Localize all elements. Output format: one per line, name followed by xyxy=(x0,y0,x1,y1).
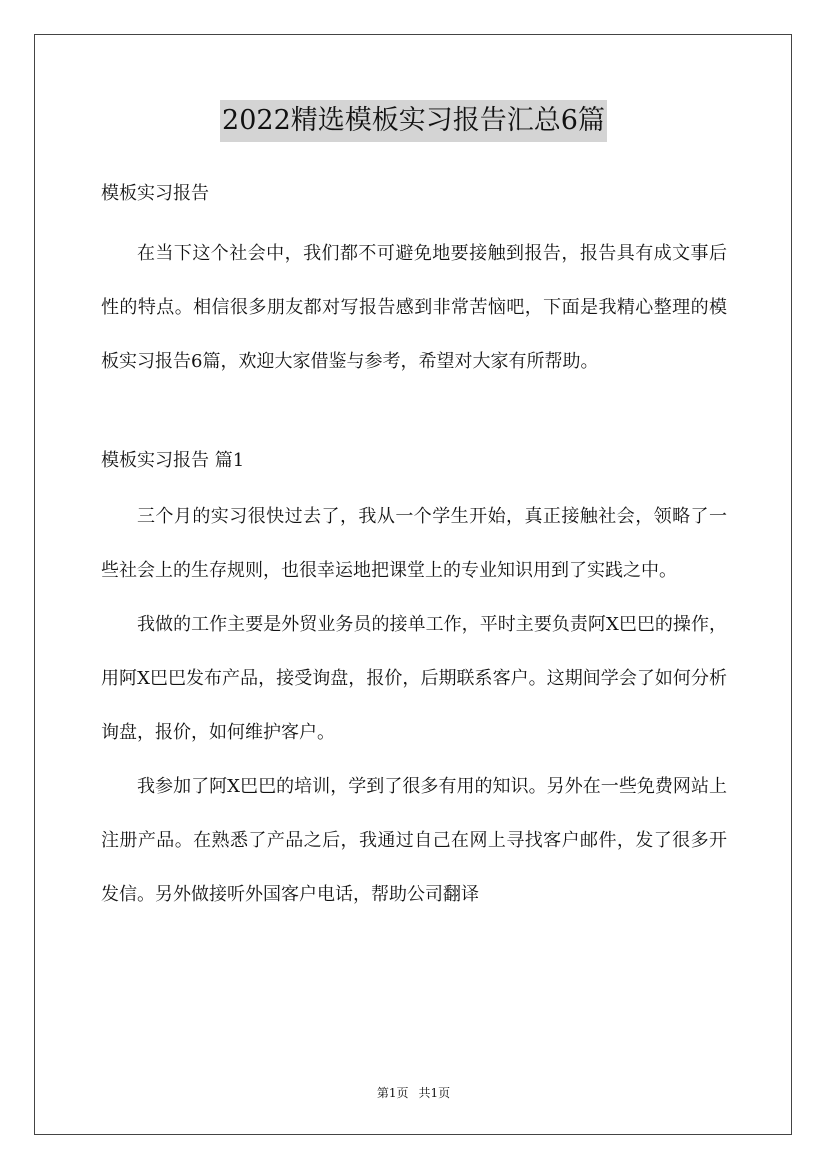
document-title: 2022精选模板实习报告汇总6篇 xyxy=(220,100,607,142)
page-footer xyxy=(0,1085,827,1101)
page-number-total: 共1页 xyxy=(418,1086,451,1100)
page-number-current: 第1页 xyxy=(376,1086,409,1100)
section-paragraph: 我参加了阿X巴巴的培训，学到了很多有用的知识。另外在一些免费网站上注册产品。在熟悉了产品之后，我通过自己在网上寻找客户邮件，发了很多开发信。另外做接听外国客户电话，帮助公司翻译 xyxy=(101,776,727,905)
section-heading: 模板实习报告 篇1 xyxy=(101,450,245,471)
title-container xyxy=(0,100,827,142)
section-paragraph: 三个月的实习很快过去了，我从一个学生开始，真正接触社会，领略了一些社会上的生存规则，也很幸运地把课堂上的专业知识用到了实践之中。 xyxy=(101,506,727,581)
intro-heading: 模板实习报告 xyxy=(101,183,209,204)
section-paragraph: 我做的工作主要是外贸业务员的接单工作，平时主要负责阿X巴巴的操作，用阿X巴巴发布产品，接受询盘，报价，后期联系客户。这期间学会了如何分析询盘，报价，如何维护客户。 xyxy=(101,614,727,743)
intro-paragraph: 在当下这个社会中，我们都不可避免地要接触到报告，报告具有成文事后性的特点。相信很多朋友都对写报告感到非常苦恼吧，下面是我精心整理的模板实习报告6篇，欢迎大家借鉴与参考，希望对大家有所帮助。 xyxy=(101,243,727,372)
document-body xyxy=(101,176,727,922)
